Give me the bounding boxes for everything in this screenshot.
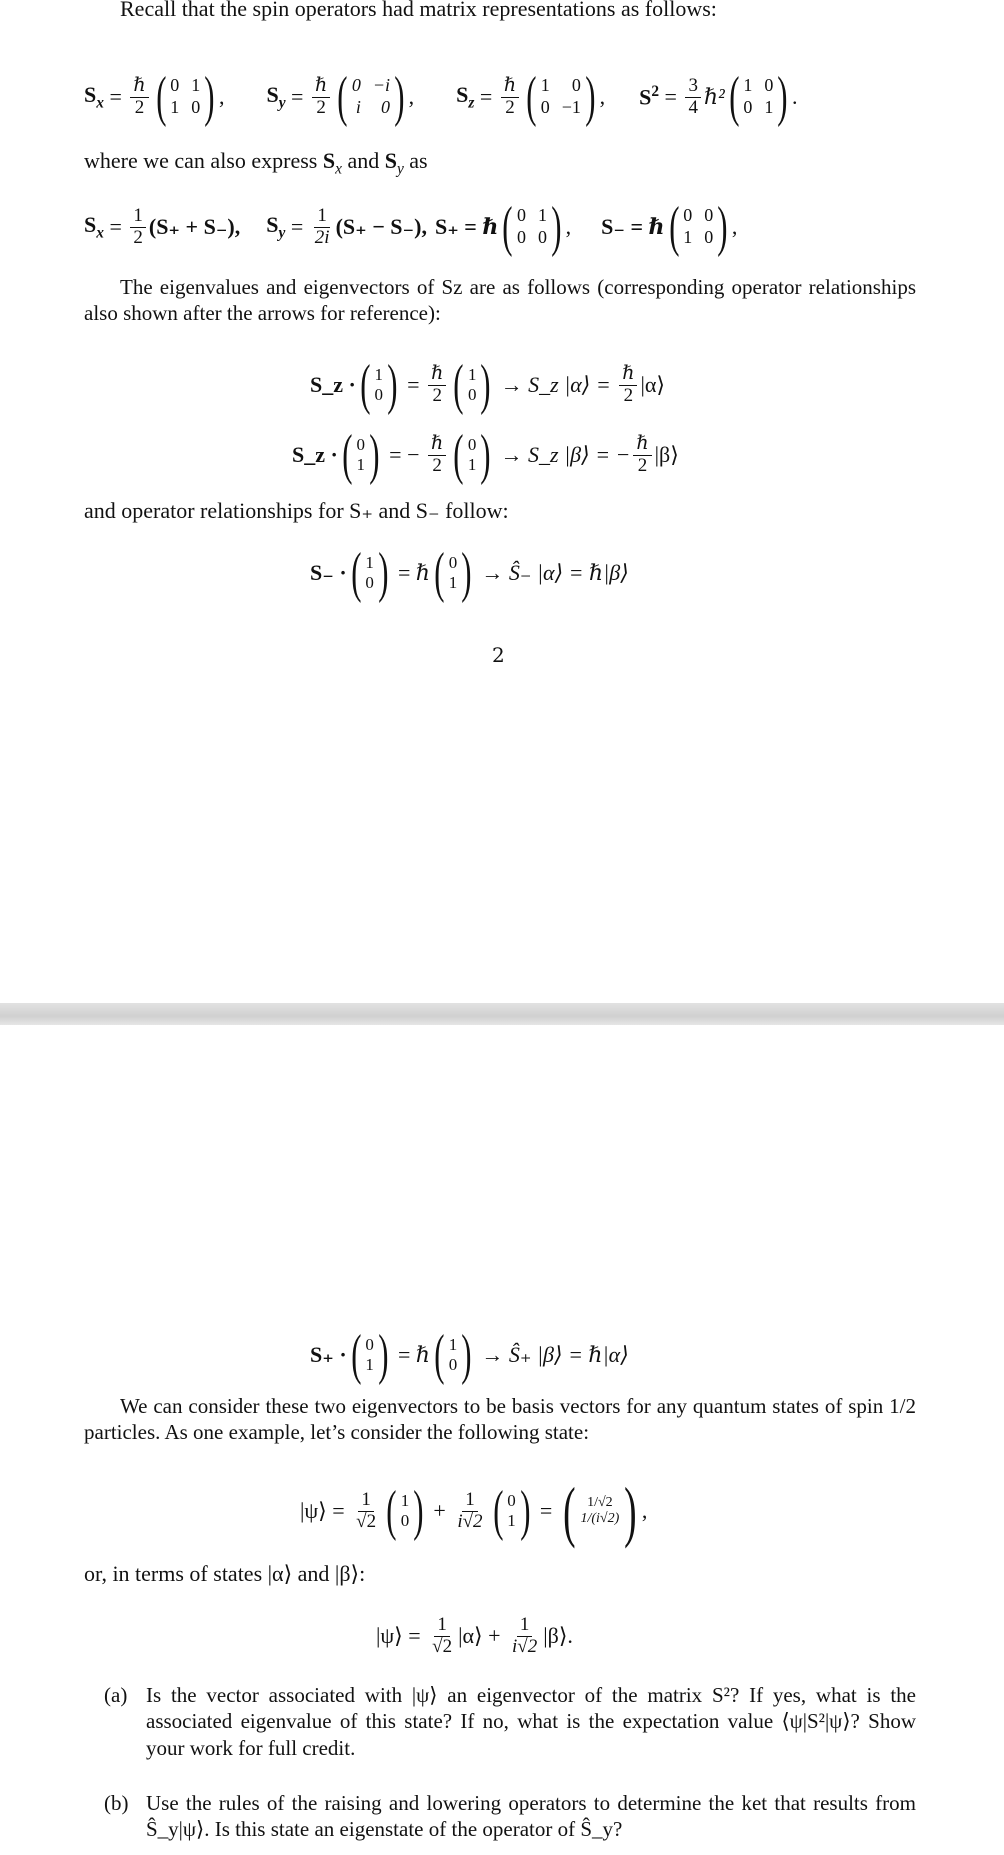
question-a-label: (a)	[104, 1683, 128, 1707]
page-number: 2	[492, 643, 505, 667]
intro-text: Recall that the spin operators had matrix representations as follows:	[120, 0, 717, 21]
sx-matrix: 0 1 1 0	[170, 75, 201, 117]
page-separator	[0, 1003, 1004, 1025]
sy-symbol-2: $S_y$	[266, 211, 286, 242]
psi-ket-eq: |ψ⟩ = $\frac{1}{√2}$ |α⟩ + $\frac{1}{i√2}$ |β⟩.	[376, 1613, 573, 1657]
sx-symbol-2: $S_x$	[84, 211, 104, 242]
psi-column: 1/√2 1/(i√2)	[580, 1494, 620, 1526]
s2-coef: $\frac{3}{4}$	[685, 76, 701, 119]
sy-matrix: 0 −i i 0	[351, 75, 391, 117]
ladder-operators-row: $S_x$ = $\frac{1}{2}$ (S₊ + S₋), $S_y$ = $\frac{1}{2i}$ (S₊ − S₋), S₊ = ℏ ( 0 1 0 0 ) , S₋ = ℏ ( 0 0 1 0 ) ,	[84, 196, 738, 258]
sx-ladder-rhs: (S₊ + S₋),	[148, 214, 241, 239]
sy-ladder-rhs: (S₊ − S₋),	[335, 214, 427, 239]
s2-symbol: $S^2$	[639, 83, 660, 110]
question-b-label: (b)	[104, 1791, 129, 1815]
sz-matrix: 1 0 0 −1	[540, 75, 581, 117]
beta-vector: 0 1	[356, 435, 365, 474]
eigen-eq-beta: S_z · ( 0 1 ) = − $\frac{\text{ℏ}}{2}$ ( 0 1 ) → S_z |β⟩ = − $\frac{\text{ℏ}}{2}$ |β⟩	[292, 424, 679, 486]
alpha-vector: 1 0	[374, 365, 383, 404]
psi-vector-eq: |ψ⟩ = $\frac{1}{√2}$ ( 1 0 ) + $\frac{1}{i√2}$ ( 0 1 ) = ( 1/√2 1/(i√2) ) ,	[300, 1473, 648, 1549]
splus-label: S₊ = ℏ	[434, 214, 499, 239]
sx-coef: $\frac{\text{ℏ}}{2}$	[130, 76, 148, 119]
sz-symbol: $S_z$	[456, 81, 475, 112]
terms-text: or, in terms of states |α⟩ and |β⟩:	[84, 1561, 366, 1586]
sminus-label: S₋ = ℏ	[601, 214, 665, 239]
spin-operators-row: $S_x$ = $\frac{\text{ℏ}}{2}$ ( 0 1 1 0 ) , $S_y$ = $\frac{\text{ℏ}}{2}$ ( 0 −i i 0 ) , $S_z$ = $\frac{\text{ℏ}}{2}$ ( 1 0 0 −1 ) , $S^2$ = $\frac{3}{4}$ ℏ² ( 1 0 0 1 ) .	[84, 66, 798, 128]
raising-eq: S₊ · ( 0 1 ) = ℏ ( 1 0 ) → Ŝ₊ |β⟩ = ℏ|α⟩	[310, 1324, 629, 1386]
express-text: where we can also express $S_x$ and $S_y$ as	[84, 148, 428, 178]
sz-coef: $\frac{\text{ℏ}}{2}$	[501, 76, 519, 119]
sminus-matrix: 0 0 1 0	[683, 205, 714, 247]
sx-symbol: $S_x$	[84, 81, 104, 112]
question-b-text: Use the rules of the raising and lowering operators to determine the ket that results from Ŝ_y|ψ⟩. Is this state an eigenstate of the operator of Ŝ_y?	[146, 1791, 916, 1842]
s2-matrix: 1 0 0 1	[743, 75, 774, 117]
s2-hbar: ℏ²	[703, 84, 725, 109]
sx-ladder-coef: $\frac{1}{2}$	[130, 206, 146, 249]
lowering-eq: S₋ · ( 1 0 ) = ℏ ( 0 1 ) → Ŝ₋ |α⟩ = ℏ|β⟩	[310, 542, 629, 604]
eigen-intro: The eigenvalues and eigenvectors of Sz are as follows (corresponding operator relationships also shown after the arrows for reference):	[84, 275, 916, 326]
sy-coef: $\frac{\text{ℏ}}{2}$	[312, 76, 330, 119]
sy-ladder-coef: $\frac{1}{2i}$	[314, 204, 330, 248]
basis-text: We can consider these two eigenvectors to be basis vectors for any quantum states of spin 1/2 particles. As one example, let’s consider the following state:	[84, 1394, 916, 1445]
page-2	[0, 1025, 1004, 1855]
ladder-intro: and operator relationships for S₊ and S₋ follow:	[84, 498, 509, 523]
eigen-eq-alpha: S_z · ( 1 0 ) = $\frac{\text{ℏ}}{2}$ ( 1 0 ) → S_z |α⟩ = $\frac{\text{ℏ}}{2}$ |α⟩	[310, 354, 665, 416]
sy-symbol: $S_y$	[266, 81, 286, 112]
splus-matrix: 0 1 0 0	[517, 205, 547, 247]
question-a-text: Is the vector associated with |ψ⟩ an eigenvector of the matrix S²? If yes, what is the associated eigenvalue of this state? If no, what is the expectation value ⟨ψ|S²|ψ⟩? Show your work for full credit.	[146, 1683, 916, 1760]
